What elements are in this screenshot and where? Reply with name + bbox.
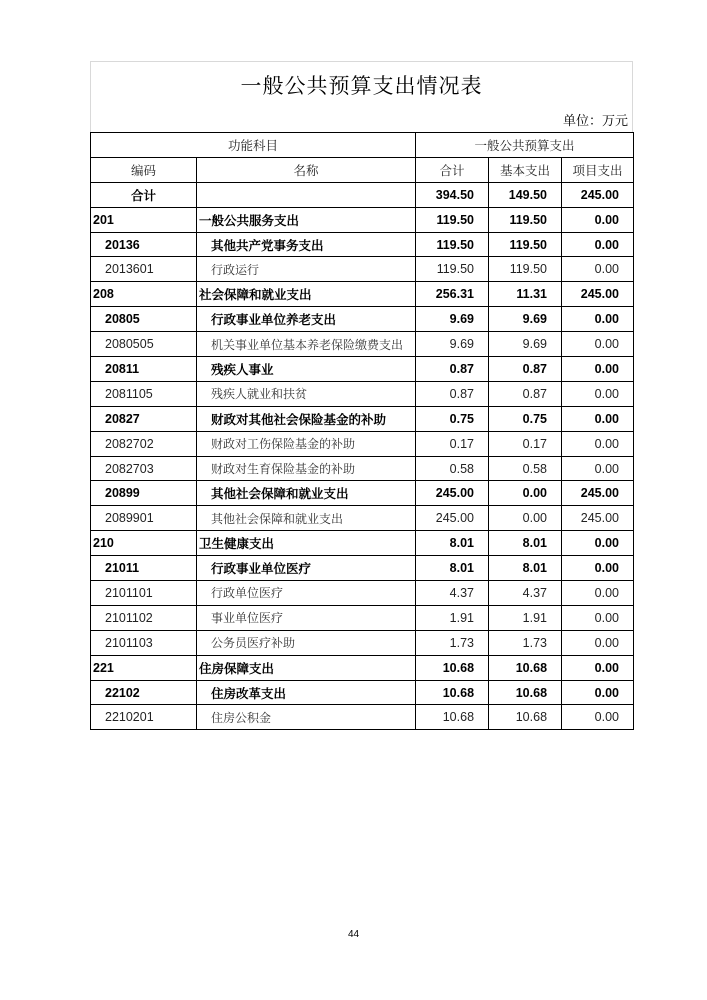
basic-cell: 0.87 bbox=[489, 357, 562, 382]
header-total: 合计 bbox=[416, 157, 489, 182]
total-cell: 119.50 bbox=[416, 207, 489, 232]
table-row bbox=[91, 481, 634, 506]
name-cell: 其他共产党事务支出 bbox=[197, 232, 416, 257]
unit-label bbox=[90, 107, 633, 132]
total-cell: 256.31 bbox=[416, 282, 489, 307]
basic-cell: 8.01 bbox=[489, 556, 562, 581]
name-cell: 行政运行 bbox=[197, 257, 416, 282]
total-cell: 0.87 bbox=[416, 357, 489, 382]
project-cell: 0.00 bbox=[562, 381, 634, 406]
code-cell: 2101103 bbox=[91, 630, 197, 655]
total-total-cell: 394.50 bbox=[416, 182, 489, 207]
total-cell: 0.75 bbox=[416, 406, 489, 431]
code-cell: 20899 bbox=[91, 481, 197, 506]
basic-cell: 9.69 bbox=[489, 307, 562, 332]
name-cell: 机关事业单位基本养老保险缴费支出 bbox=[197, 332, 416, 357]
page-number: 44 bbox=[347, 929, 360, 940]
basic-cell: 119.50 bbox=[489, 232, 562, 257]
code-cell: 2082703 bbox=[91, 456, 197, 481]
total-project-cell: 245.00 bbox=[562, 182, 634, 207]
table-row bbox=[91, 705, 634, 730]
project-cell: 0.00 bbox=[562, 431, 634, 456]
header-name: 名称 bbox=[197, 157, 416, 182]
name-cell: 行政事业单位医疗 bbox=[197, 556, 416, 581]
basic-cell: 1.91 bbox=[489, 605, 562, 630]
total-cell: 0.87 bbox=[416, 381, 489, 406]
name-cell: 财政对其他社会保险基金的补助 bbox=[197, 406, 416, 431]
total-cell: 10.68 bbox=[416, 655, 489, 680]
code-cell: 2080505 bbox=[91, 332, 197, 357]
total-cell: 8.01 bbox=[416, 531, 489, 556]
project-cell: 0.00 bbox=[562, 605, 634, 630]
code-cell: 2101102 bbox=[91, 605, 197, 630]
basic-cell: 9.69 bbox=[489, 332, 562, 357]
total-cell: 10.68 bbox=[416, 680, 489, 705]
total-basic-cell: 149.50 bbox=[489, 182, 562, 207]
name-cell: 其他社会保障和就业支出 bbox=[197, 506, 416, 531]
project-cell: 0.00 bbox=[562, 357, 634, 382]
basic-cell: 0.17 bbox=[489, 431, 562, 456]
unit-text: 单位：万元 bbox=[562, 114, 628, 129]
basic-cell: 0.75 bbox=[489, 406, 562, 431]
table-row bbox=[91, 332, 634, 357]
table-row bbox=[91, 655, 634, 680]
total-cell: 119.50 bbox=[416, 257, 489, 282]
code-cell: 221 bbox=[91, 655, 197, 680]
name-cell: 残疾人就业和扶贫 bbox=[197, 381, 416, 406]
code-cell: 20136 bbox=[91, 232, 197, 257]
project-cell: 0.00 bbox=[562, 655, 634, 680]
basic-cell: 4.37 bbox=[489, 581, 562, 606]
name-cell: 事业单位医疗 bbox=[197, 605, 416, 630]
project-cell: 0.00 bbox=[562, 705, 634, 730]
total-cell: 1.73 bbox=[416, 630, 489, 655]
total-cell: 8.01 bbox=[416, 556, 489, 581]
basic-cell: 8.01 bbox=[489, 531, 562, 556]
table-row bbox=[91, 381, 634, 406]
total-cell: 4.37 bbox=[416, 581, 489, 606]
code-cell: 2013601 bbox=[91, 257, 197, 282]
total-cell: 245.00 bbox=[416, 481, 489, 506]
basic-cell: 119.50 bbox=[489, 257, 562, 282]
code-cell: 20827 bbox=[91, 406, 197, 431]
name-cell: 财政对工伤保险基金的补助 bbox=[197, 431, 416, 456]
table-row bbox=[91, 556, 634, 581]
table-row bbox=[91, 456, 634, 481]
project-cell: 0.00 bbox=[562, 680, 634, 705]
name-cell: 住房保障支出 bbox=[197, 655, 416, 680]
project-cell: 245.00 bbox=[562, 481, 634, 506]
basic-cell: 0.87 bbox=[489, 381, 562, 406]
basic-cell: 11.31 bbox=[489, 282, 562, 307]
project-cell: 0.00 bbox=[562, 581, 634, 606]
table-body bbox=[91, 133, 634, 730]
table-row bbox=[91, 207, 634, 232]
project-cell: 0.00 bbox=[562, 456, 634, 481]
name-cell: 财政对生育保险基金的补助 bbox=[197, 456, 416, 481]
header-budget-group: 一般公共预算支出 bbox=[416, 133, 634, 158]
table-row bbox=[91, 531, 634, 556]
total-cell: 0.17 bbox=[416, 431, 489, 456]
basic-cell: 119.50 bbox=[489, 207, 562, 232]
name-cell: 行政事业单位养老支出 bbox=[197, 307, 416, 332]
total-cell: 10.68 bbox=[416, 705, 489, 730]
name-cell: 卫生健康支出 bbox=[197, 531, 416, 556]
budget-sheet bbox=[90, 61, 633, 730]
code-cell: 22102 bbox=[91, 680, 197, 705]
project-cell: 0.00 bbox=[562, 307, 634, 332]
table-row bbox=[91, 630, 634, 655]
table-row bbox=[91, 406, 634, 431]
basic-cell: 10.68 bbox=[489, 680, 562, 705]
name-cell: 残疾人事业 bbox=[197, 357, 416, 382]
header-row-group bbox=[91, 133, 634, 158]
table-row bbox=[91, 581, 634, 606]
project-cell: 0.00 bbox=[562, 630, 634, 655]
code-cell: 20805 bbox=[91, 307, 197, 332]
name-cell: 公务员医疗补助 bbox=[197, 630, 416, 655]
code-cell: 2101101 bbox=[91, 581, 197, 606]
project-cell: 0.00 bbox=[562, 332, 634, 357]
total-code-cell: 合计 bbox=[91, 182, 197, 207]
header-basic: 基本支出 bbox=[489, 157, 562, 182]
basic-cell: 10.68 bbox=[489, 705, 562, 730]
basic-cell: 1.73 bbox=[489, 630, 562, 655]
project-cell: 0.00 bbox=[562, 531, 634, 556]
code-cell: 20811 bbox=[91, 357, 197, 382]
total-name-cell bbox=[197, 182, 416, 207]
project-cell: 0.00 bbox=[562, 232, 634, 257]
table-row bbox=[91, 232, 634, 257]
total-cell: 9.69 bbox=[416, 332, 489, 357]
table-row bbox=[91, 257, 634, 282]
code-cell: 2089901 bbox=[91, 506, 197, 531]
name-cell: 一般公共服务支出 bbox=[197, 207, 416, 232]
header-code: 编码 bbox=[91, 157, 197, 182]
code-cell: 2081105 bbox=[91, 381, 197, 406]
name-cell: 住房改革支出 bbox=[197, 680, 416, 705]
code-cell: 210 bbox=[91, 531, 197, 556]
table-row bbox=[91, 605, 634, 630]
total-cell: 245.00 bbox=[416, 506, 489, 531]
project-cell: 245.00 bbox=[562, 506, 634, 531]
total-row bbox=[91, 182, 634, 207]
project-cell: 0.00 bbox=[562, 257, 634, 282]
sheet-title: 一般公共预算支出情况表 bbox=[90, 61, 633, 107]
basic-cell: 0.58 bbox=[489, 456, 562, 481]
table-row bbox=[91, 282, 634, 307]
code-cell: 2210201 bbox=[91, 705, 197, 730]
table-row bbox=[91, 431, 634, 456]
code-cell: 2082702 bbox=[91, 431, 197, 456]
header-row-columns bbox=[91, 157, 634, 182]
total-cell: 0.58 bbox=[416, 456, 489, 481]
table-row bbox=[91, 680, 634, 705]
table-row bbox=[91, 357, 634, 382]
total-cell: 1.91 bbox=[416, 605, 489, 630]
name-cell: 住房公积金 bbox=[197, 705, 416, 730]
table-row bbox=[91, 307, 634, 332]
basic-cell: 0.00 bbox=[489, 481, 562, 506]
header-func-subject: 功能科目 bbox=[91, 133, 416, 158]
project-cell: 0.00 bbox=[562, 207, 634, 232]
code-cell: 201 bbox=[91, 207, 197, 232]
total-cell: 9.69 bbox=[416, 307, 489, 332]
code-cell: 21011 bbox=[91, 556, 197, 581]
project-cell: 245.00 bbox=[562, 282, 634, 307]
name-cell: 其他社会保障和就业支出 bbox=[197, 481, 416, 506]
expenditure-table bbox=[90, 132, 634, 730]
table-row bbox=[91, 506, 634, 531]
header-project: 项目支出 bbox=[562, 157, 634, 182]
name-cell: 社会保障和就业支出 bbox=[197, 282, 416, 307]
project-cell: 0.00 bbox=[562, 556, 634, 581]
basic-cell: 0.00 bbox=[489, 506, 562, 531]
project-cell: 0.00 bbox=[562, 406, 634, 431]
code-cell: 208 bbox=[91, 282, 197, 307]
name-cell: 行政单位医疗 bbox=[197, 581, 416, 606]
basic-cell: 10.68 bbox=[489, 655, 562, 680]
total-cell: 119.50 bbox=[416, 232, 489, 257]
